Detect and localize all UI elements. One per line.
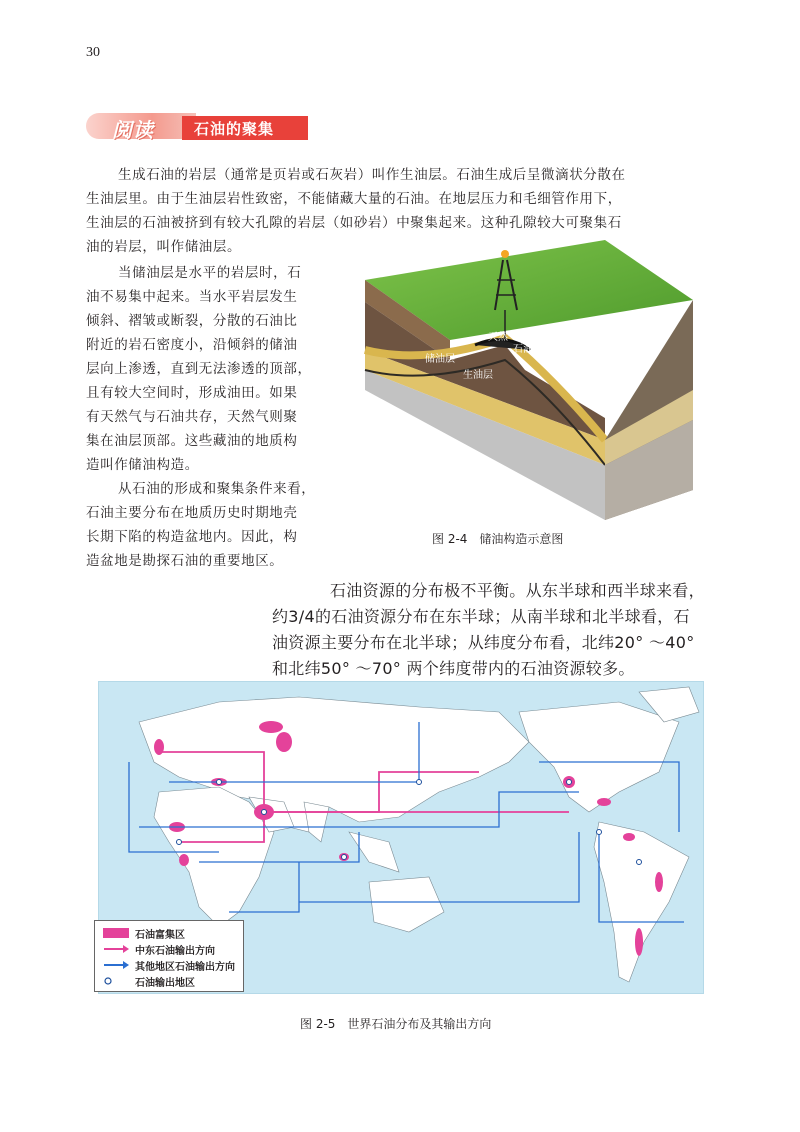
intro-line-4: 油的岩层，叫作储油层。 <box>86 239 242 255</box>
oil-label: 石油 <box>513 344 533 355</box>
legend-middle-east: 中东石油输出方向 <box>103 942 215 956</box>
page-number: 30 <box>86 45 100 60</box>
left-line-2: 油不易集中起来。当水平岩层发生 <box>86 289 298 305</box>
left-line-5: 层向上渗透，直到无法渗透的顶部， <box>86 361 312 377</box>
legend-oil-rich: 石油富集区 <box>103 926 185 940</box>
gas-label: 天然气 <box>488 332 518 343</box>
main-line-1: 石油资源的分布极不平衡。从东半球和西半球来看， <box>330 581 705 600</box>
left-line-10: 从石油的形成和聚集条件来看， <box>118 481 316 497</box>
left-line-12: 长期下陷的构造盆地内。因此，构 <box>86 529 298 545</box>
india-land <box>304 802 329 842</box>
left-line-9: 造叫作储油构造。 <box>86 457 199 473</box>
left-line-3: 倾斜、褶皱或断裂，分散的石油比 <box>86 313 298 329</box>
magenta-arrow-icon <box>103 944 129 954</box>
australia-land <box>369 877 444 932</box>
left-line-1: 当储油层是水平的岩层时，石 <box>118 265 302 281</box>
figure-2-5-caption <box>300 1015 491 1032</box>
north-america-land <box>519 702 679 812</box>
circle-icon <box>103 976 129 986</box>
legend-other: 其他地区石油输出方向 <box>103 958 235 972</box>
southeast-asia-land <box>349 832 399 872</box>
pink-area-icon <box>103 928 129 938</box>
left-line-8: 集在油层顶部。这些藏油的地质构 <box>86 433 298 449</box>
map-legend <box>94 920 244 992</box>
source-label: 生油层 <box>463 370 493 381</box>
south-america-land <box>594 822 689 982</box>
blue-arrow-icon <box>103 960 129 970</box>
figure-2-5-number: 图 2-5 <box>300 1017 336 1031</box>
oil-trap-diagram <box>355 240 695 540</box>
main-line-4: 和北纬50° ～70° 两个纬度带内的石油资源较多。 <box>272 659 635 678</box>
left-line-13: 造盆地是勘探石油的重要地区。 <box>86 553 284 569</box>
left-line-7: 有天然气与石油共存，天然气则聚 <box>86 409 298 425</box>
left-line-6: 且有较大空间时，形成油田。如果 <box>86 385 298 401</box>
intro-line-2: 生油层里。由于生油层岩性致密，不能储藏大量的石油。在地层压力和毛细管作用下， <box>86 191 622 207</box>
reading-title: 石油的聚集 <box>182 116 308 140</box>
left-line-11: 石油主要分布在地质历史时期地壳 <box>86 505 298 521</box>
figure-2-4-number: 图 2-4 <box>432 532 468 546</box>
figure-2-5-title: 世界石油分布及其输出方向 <box>347 1017 492 1031</box>
reservoir-label: 储油层 <box>425 354 455 365</box>
intro-line-3: 生油层的石油被挤到有较大孔隙的岩层（如砂岩）中聚集起来。这种孔隙较大可聚集石 <box>86 215 622 231</box>
main-line-3: 油资源主要分布在北半球；从纬度分布看，北纬20° ～40° <box>272 633 695 652</box>
intro-line-1: 生成石油的岩层（通常是页岩或石灰岩）叫作生油层。石油生成后呈微滴状分散在 <box>118 167 626 183</box>
figure-2-4-caption <box>432 530 563 547</box>
reading-tag <box>86 113 196 142</box>
reading-tag-label: 阅读 <box>112 118 154 142</box>
figure-2-4-title: 储油构造示意图 <box>479 532 564 546</box>
main-line-2: 约3/4的石油资源分布在东半球；从南半球和北半球看，石 <box>272 607 690 626</box>
legend-export: 石油输出地区 <box>103 974 195 988</box>
left-line-4: 附近的岩石密度小，沿倾斜的储油 <box>86 337 298 353</box>
